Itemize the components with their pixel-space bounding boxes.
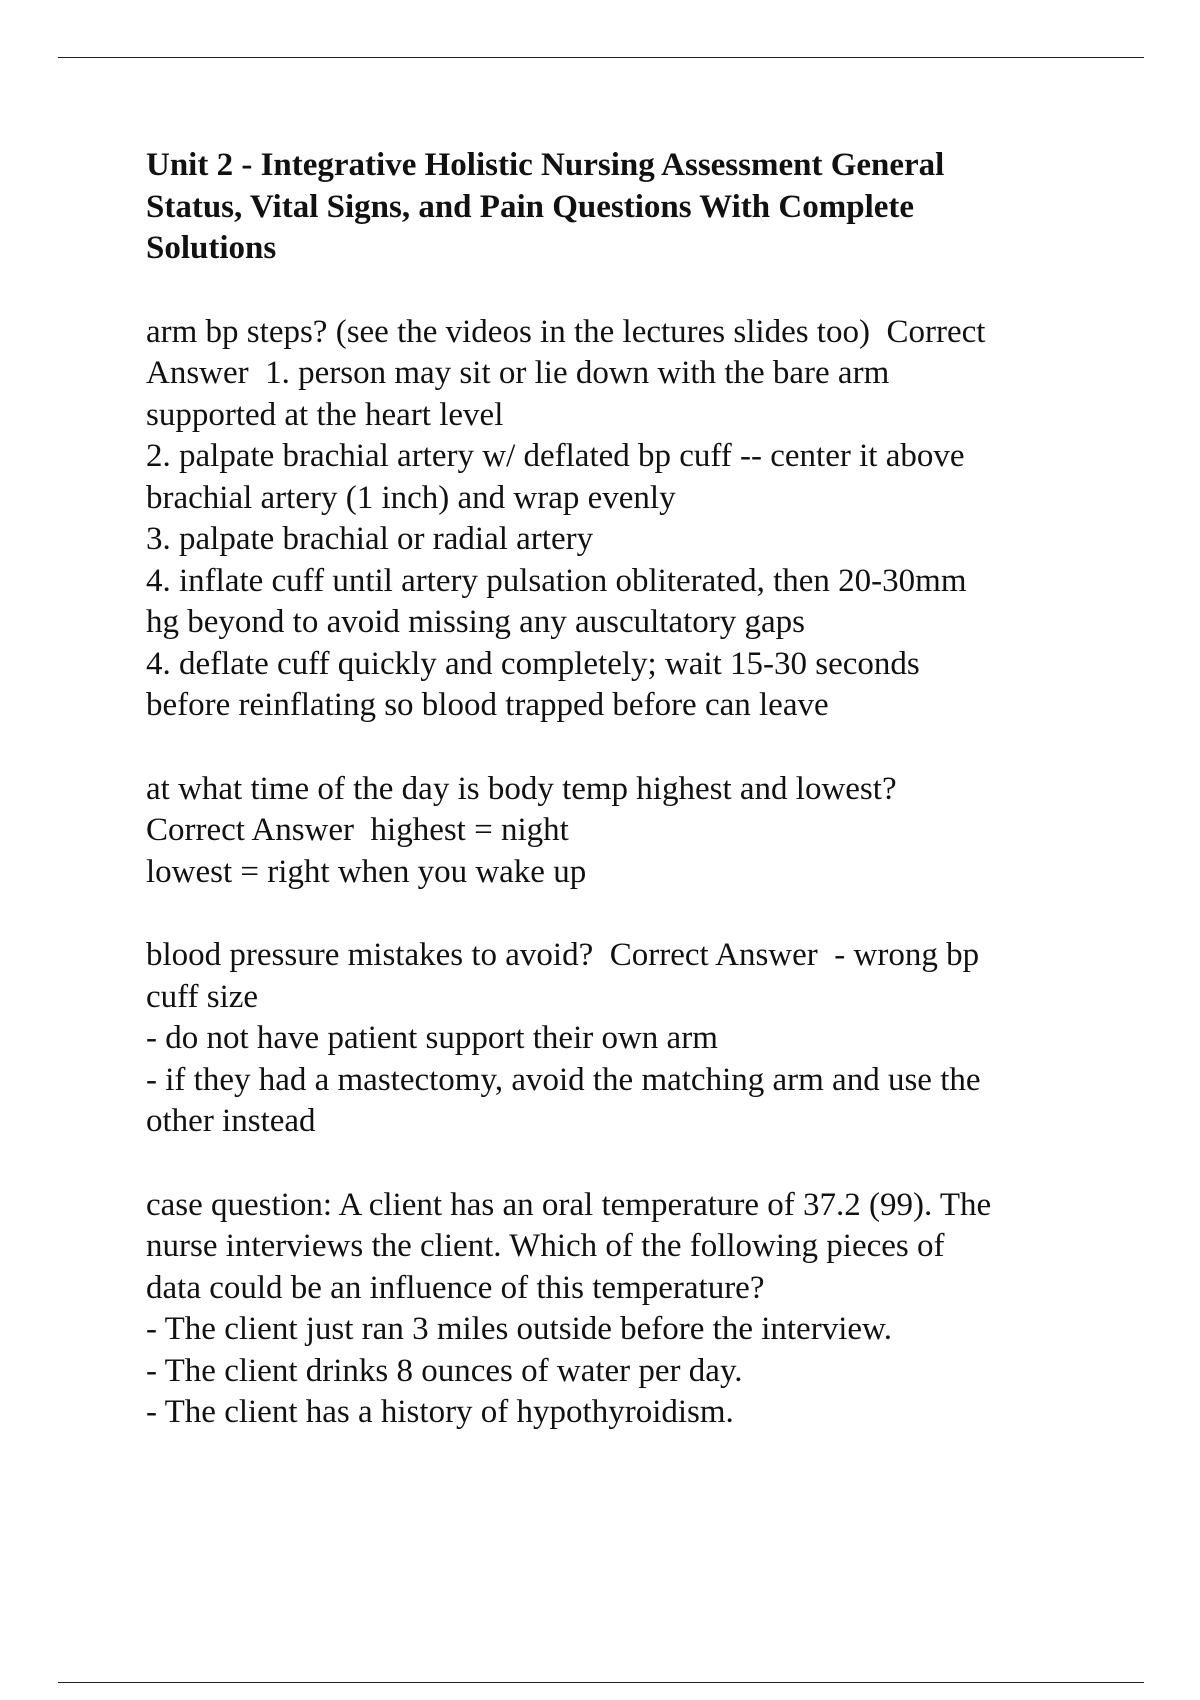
top-rule bbox=[58, 57, 1144, 58]
text-line: 4. inflate cuff until artery pulsation obliterated, then 20-30mm bbox=[146, 562, 967, 599]
text-line: Correct Answer highest = night bbox=[146, 812, 569, 848]
text-line: - The client has a history of hypothyroidism. bbox=[146, 1394, 734, 1430]
text-line: other instead bbox=[146, 1103, 316, 1139]
text-line: case question: A client has an oral temperature of 37.2 (99). The bbox=[146, 1186, 992, 1223]
text-line: 4. deflate cuff quickly and completely; wait 15-30 seconds bbox=[146, 645, 920, 682]
qa-case-question bbox=[146, 1185, 1096, 1434]
qa-arm-bp-steps bbox=[146, 312, 1096, 727]
text-line: lowest = right when you wake up bbox=[146, 853, 587, 890]
text-line: cuff size bbox=[146, 978, 259, 1015]
text-line: - if they had a mastectomy, avoid the matching arm and use the bbox=[146, 1061, 981, 1098]
text-line: - do not have patient support their own arm bbox=[146, 1020, 718, 1056]
title-line: Unit 2 - Integrative Holistic Nursing Assessment General bbox=[146, 147, 945, 183]
text-line: - The client just ran 3 miles outside before the interview. bbox=[146, 1311, 892, 1347]
text-line: arm bp steps? (see the videos in the lectures slides too) Correct bbox=[146, 313, 986, 350]
text-line: Answer 1. person may sit or lie down with the bare arm bbox=[146, 355, 890, 391]
text-line: 2. palpate brachial artery w/ deflated bp cuff -- center it above bbox=[146, 438, 965, 474]
title-line: Solutions bbox=[146, 230, 277, 266]
document-title bbox=[146, 145, 1096, 270]
text-line: data could be an influence of this temperature? bbox=[146, 1269, 765, 1306]
document-body bbox=[146, 145, 1096, 1476]
text-line: before reinflating so blood trapped before can leave bbox=[146, 687, 829, 723]
text-line: at what time of the day is body temp highest and lowest? bbox=[146, 770, 897, 807]
text-line: supported at the heart level bbox=[146, 396, 504, 433]
qa-body-temp bbox=[146, 769, 1096, 894]
text-line: nurse interviews the client. Which of the following pieces of bbox=[146, 1228, 945, 1264]
qa-bp-mistakes bbox=[146, 935, 1096, 1143]
text-line: blood pressure mistakes to avoid? Correct Answer - wrong bp bbox=[146, 937, 980, 973]
bottom-rule bbox=[58, 1682, 1144, 1683]
text-line: brachial artery (1 inch) and wrap evenly bbox=[146, 479, 676, 516]
text-line: hg beyond to avoid missing any auscultatory gaps bbox=[146, 604, 805, 640]
text-line: 3. palpate brachial or radial artery bbox=[146, 521, 594, 557]
text-line: - The client drinks 8 ounces of water per day. bbox=[146, 1352, 743, 1389]
title-line: Status, Vital Signs, and Pain Questions With Complete bbox=[146, 188, 915, 225]
